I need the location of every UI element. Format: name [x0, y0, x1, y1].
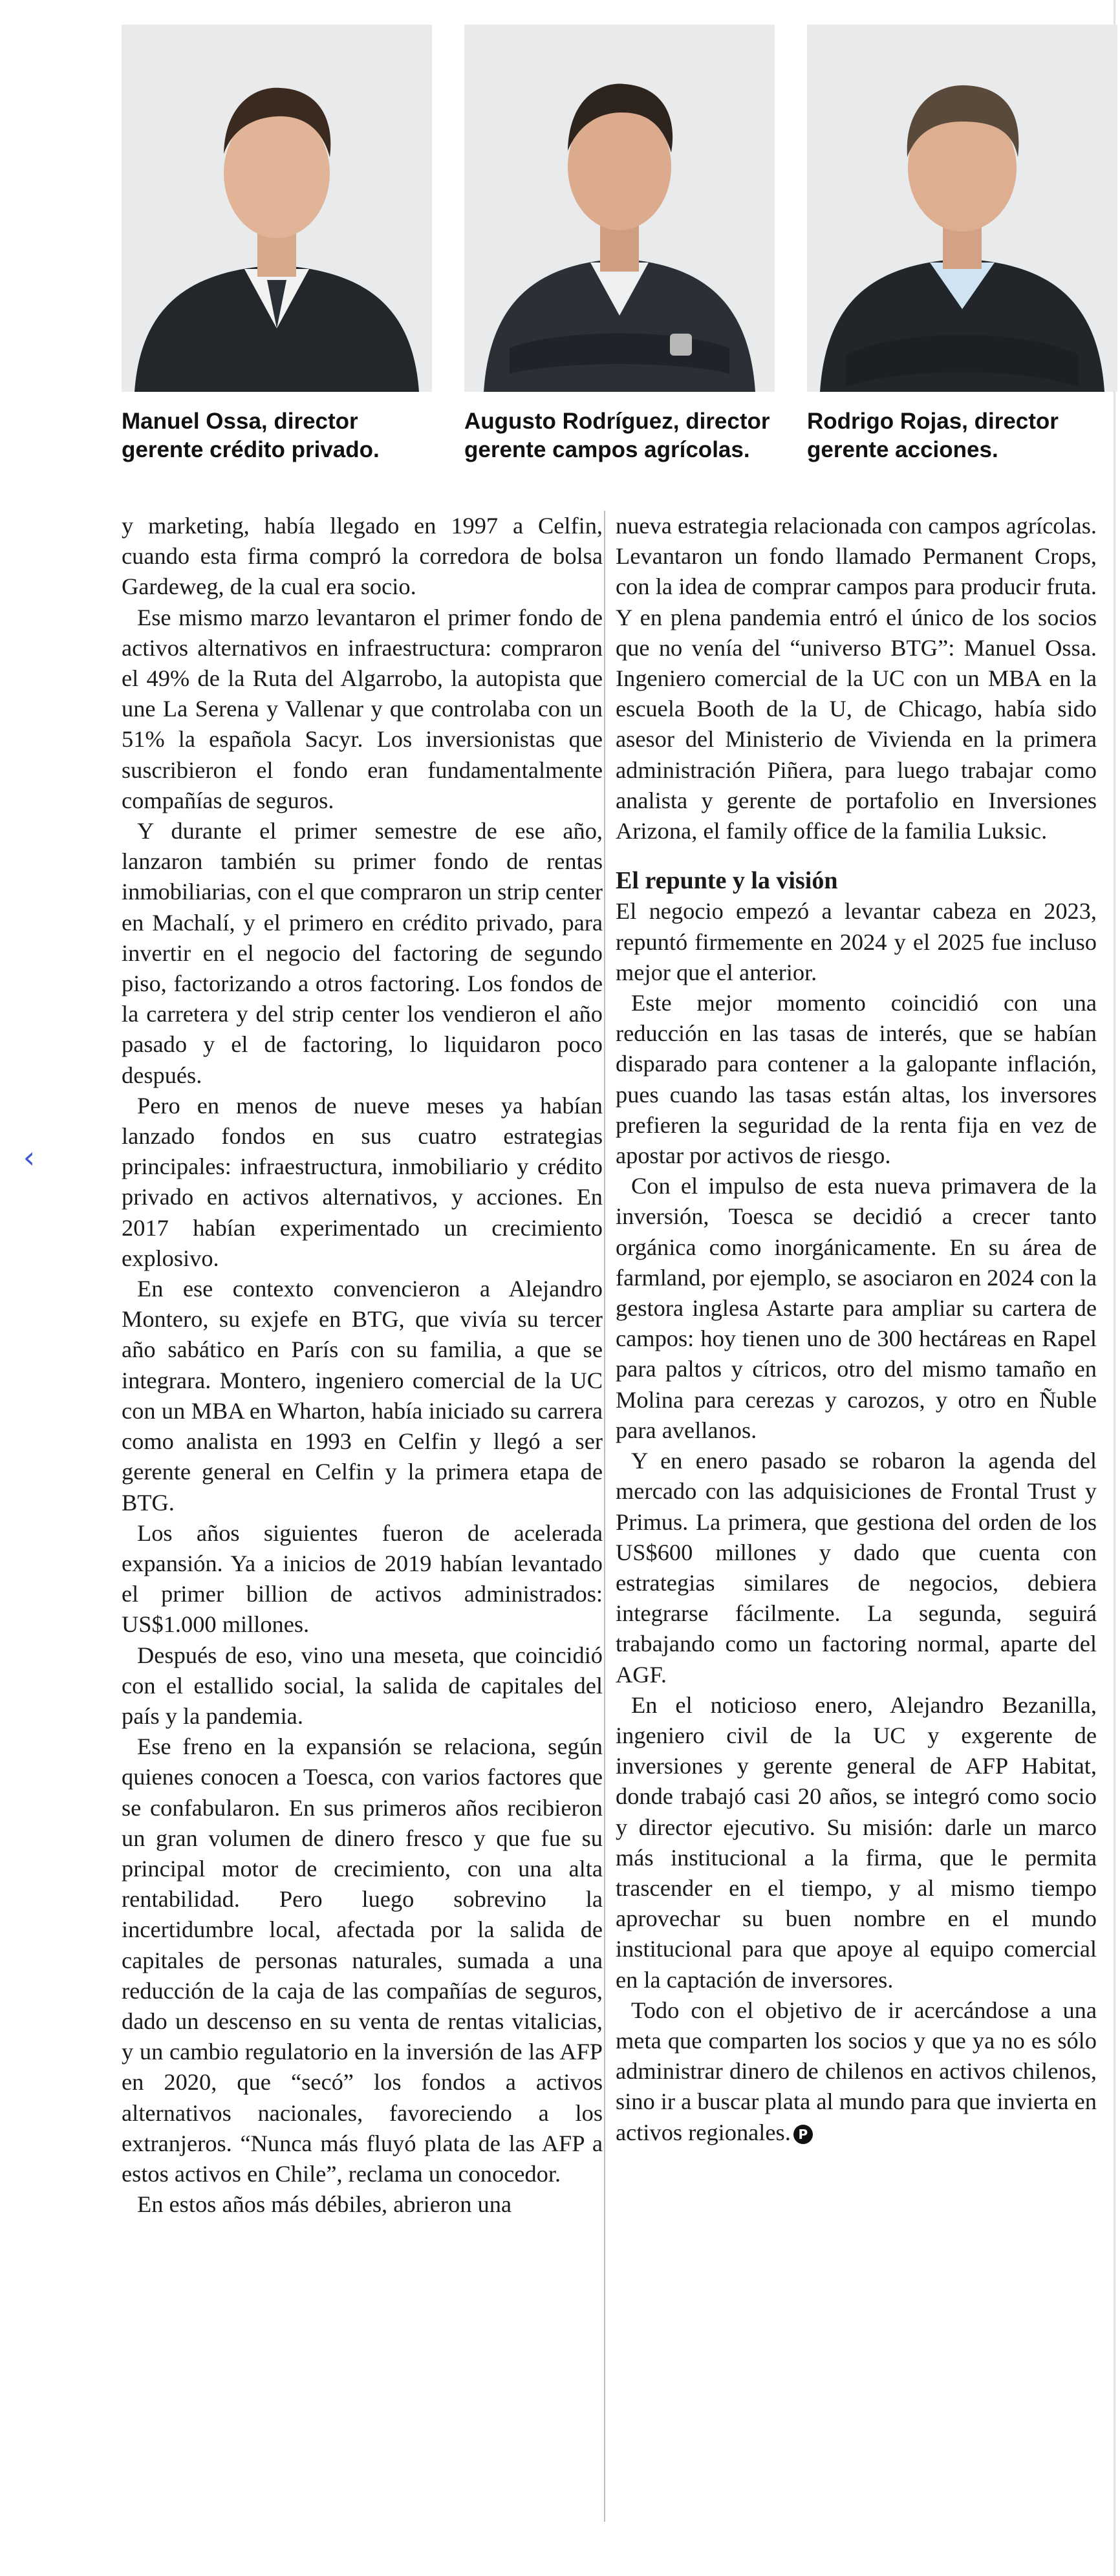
paragraph: nueva estrategia relacionada con campos agrícolas. Levantaron un fondo llamado Permanent Crops, con la idea de comprar campos para producir fruta. Y en plena pandemia entró el único de los socios que no venía del “universo BTG”: Manuel Ossa. Ingeniero comercial de la UC con un MBA en la escuela Booth de la U, de Chicago, había sido asesor del Ministerio de Vivienda en la primera administración Piñera, para luego trabajar como analista y gerente de portafolio en Inversiones Arizona, el family office de la familia Luksic. [616, 513, 1097, 844]
paragraph: Este mejor momento coincidió con una reducción en las tasas de interés, que se habían disparado para contener a la galopante inflación, pues cuando las tasas están altas, los inversores prefieren la seguridad de la renta fija en vez de apostar por activos de riesgo. [616, 990, 1097, 1169]
paragraph: Después de eso, vino una meseta, que coincidió con el estallido social, la salida de capitales del país y la pandemia. [122, 1642, 603, 1729]
portrait-caption-rojas: Rodrigo Rojas, director gerente acciones. [807, 409, 1059, 462]
final-paragraph-text: Todo con el objetivo de ir acercándose a una meta que comparten los socios y que ya no es sólo administrar dinero de chilenos en activos chilenos, sino ir a buscar plata al mundo para que invierta en activos regionales. [616, 1997, 1097, 2145]
portrait-caption-rodriguez: Augusto Rodríguez, director gerente campos agrícolas. [464, 409, 770, 462]
portrait-block-ossa [122, 25, 432, 464]
portrait-photo-ossa [122, 25, 432, 392]
paragraph: Ese mismo marzo levantaron el primer fondo de activos alternativos en infraestructura: compraron el 49% de la Ruta del Algarrobo, la autopista que une La Serena y Vallenar y que controlaba con un 51% la española Sacyr. Los inversionistas que suscribieron el fondo eran fundamentalmente compañías de seguros. [122, 604, 603, 813]
paragraph: Con el impulso de esta nueva primavera de la inversión, Toesca se decidió a crecer tanto orgánica como inorgánicamente. En su área de farmland, por ejemplo, se asociaron en 2024 con la gestora inglesa Astarte para ampliar su cartera de campos: hoy tienen uno de 300 hectáreas en Rapel para paltos y cítricos, otro del mismo tamaño en Molina para cerezas y carozos, y otro en Ñuble para avellanos. [616, 1173, 1097, 1443]
article-column-left [122, 511, 603, 2220]
portrait-block-rojas [807, 25, 1117, 464]
chevron-left-icon[interactable]: ‹ [23, 1140, 36, 1175]
paragraph: En estos años más débiles, abrieron una [137, 2191, 512, 2218]
paragraph: Y durante el primer semestre de ese año, lanzaron también su primer fondo de rentas inmobiliarias, con el que compraron un strip center en Machalí, y el primero en crédito privado, para invertir en el negocio del factoring de segundo piso, factorizando a otros factoring. Los fondos de la carretera y del strip center los vendieron el año pasado y el de factoring, lo liquidaron poco después. [122, 818, 603, 1088]
portrait-caption-ossa: Manuel Ossa, director gerente crédito privado. [122, 409, 380, 462]
paragraph: El negocio empezó a levantar cabeza en 2023, repuntó firmemente en 2024 y el 2025 fue incluso mejor que el anterior. [616, 898, 1097, 985]
paragraph: En el noticioso enero, Alejandro Bezanilla, ingeniero civil de la UC y exgerente de inversiones y gerente general de AFP Habitat, donde trabajó casi 20 años, se integró como socio y director ejecutivo. Su misión: darle un marco más institucional a la firma, que le permita trascender en el tiempo, y al mismo tiempo aprovechar su buen nombre en el mundo institucional para que apoye al equipo comercial en la captación de inversores. [616, 1691, 1097, 1993]
article-column-right [616, 511, 1097, 2148]
portrait-photo-rodriguez [464, 25, 775, 392]
column-divider [604, 511, 605, 2522]
paragraph: En ese contexto convencieron a Alejandro Montero, su exjefe en BTG, que vivía su tercer año sabático en París con su familia, a que se integrara. Montero, ingeniero comercial de la UC con un MBA en Wharton, había iniciado su carrera como analista en 1993 en Celfin y llegó a ser gerente general en Celfin y la primera etapa de BTG. [122, 1276, 603, 1516]
paragraph: y marketing, había llegado en 1997 a Celfin, cuando esta firma compró la corredora de bolsa Gardeweg, de la cual era socio. [122, 513, 603, 600]
end-of-article-icon: P [793, 2125, 813, 2144]
paragraph: Los años siguientes fueron de acelerada expansión. Ya a inicios de 2019 habían levantado el primer billion de activos administrados: US$1.000 millones. [122, 1519, 603, 1638]
paragraph: Y en enero pasado se robaron la agenda del mercado con las adquisiciones de Frontal Trust y Primus. La primera, que gestiona del orden de los US$600 millones y dado que cuenta con estrategias similares de negocios, debiera integrarse fácilmente. La segunda, seguirá trabajando como un factoring normal, aparte del AGF. [616, 1448, 1097, 1688]
portrait-block-rodriguez [464, 25, 775, 464]
paragraph: Pero en menos de nueve meses ya habían lanzado fondos en sus cuatro estrategias principales: infraestructura, inmobiliario y crédito privado en activos alternativos, y acciones. En 2017 habían experimentado un crecimiento explosivo. [122, 1092, 603, 1271]
portrait-photo-rojas [807, 25, 1117, 392]
final-paragraph [616, 1995, 1097, 2148]
section-subhead: El repunte y la visión [616, 867, 838, 895]
paragraph: Ese freno en la expansión se relaciona, según quienes conocen a Toesca, con varios factores que se confabularon. En sus primeros años recibieron un gran volumen de dinero fresco y que fue su principal motor de crecimiento, con una alta rentabilidad. Pero luego sobrevino la incertidumbre local, afectada por la salida de capitales de personas naturales, sumada a una reducción de la caja de las compañías de seguros, dado un descenso en su venta de rentas vitalicias, y un cambio regulatorio en la inversión de las AFP en 2020, que “secó” los fondos a activos alternativos nacionales, favoreciendo a los extranjeros. “Nunca más fluyó plata de las AFP a estos activos en Chile”, reclama un conocedor. [122, 1733, 603, 2187]
